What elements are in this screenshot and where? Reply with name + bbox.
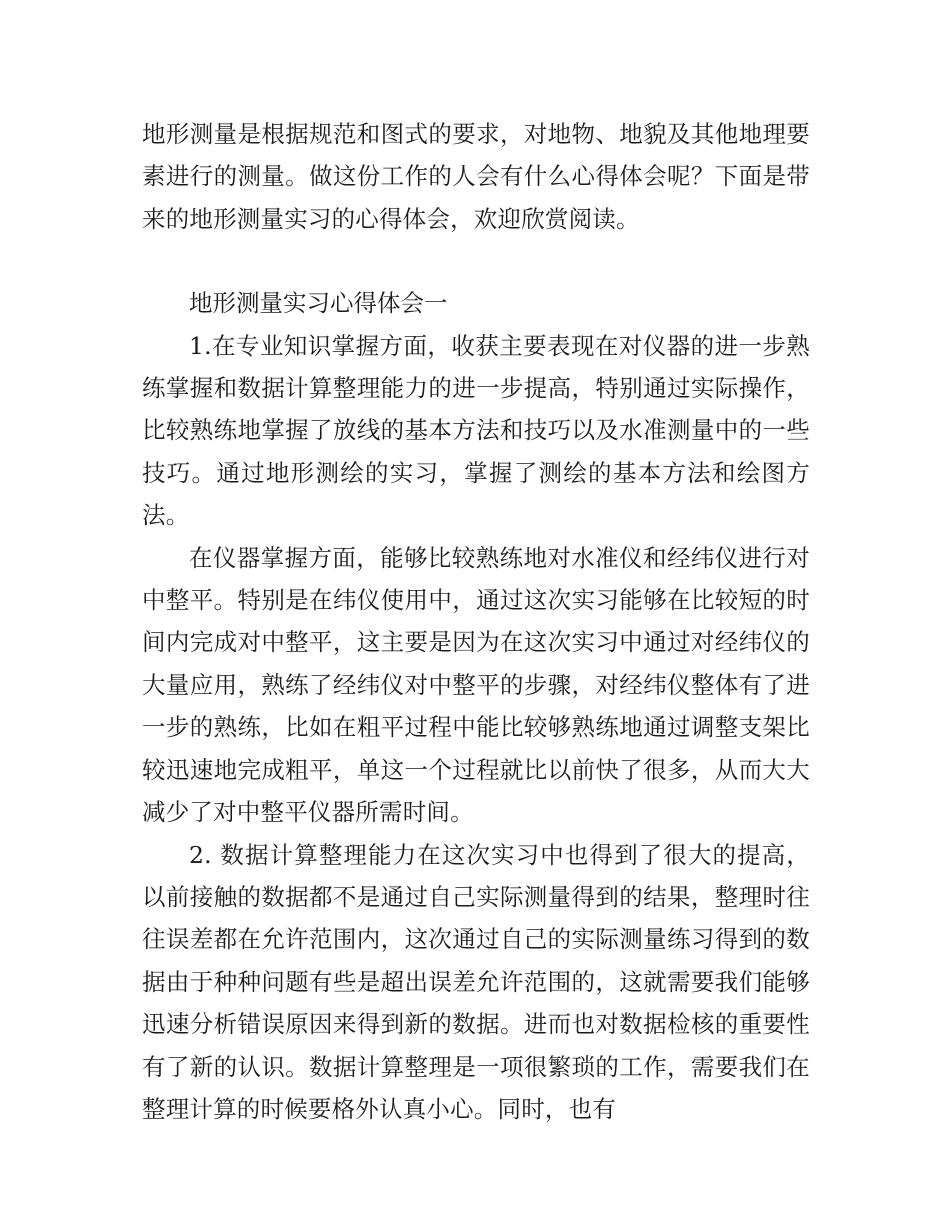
section-title: 地形测量实习心得体会一 bbox=[189, 289, 448, 318]
body-paragraph-3: 2. 数据计算整理能力在这次实习中也得到了很大的提高，以前接触的数据都不是通过自己实际测量得到的结果，整理时往往误差都在允许范围内，这次通过自己的实际测量练习得到的数据由于种种问题有些是超出误差允许范围的，这就需要我们能够迅速分析错误原因来得到新的数据。进而也对数据检核的重要性有了新的认识。数据计算整理是一项很繁琐的工作，需要我们在整理计算的时候要格外认真小心。同时，也有 bbox=[142, 840, 810, 1123]
body-paragraph-1: 1.在专业知识掌握方面，收获主要表现在对仪器的进一步熟练掌握和数据计算整理能力的进一步提高，特别通过实际操作，比较熟练地掌握了放线的基本方法和技巧以及水准测量中的一些技巧。通过地形测绘的实习，掌握了测绘的基本方法和绘图方法。 bbox=[142, 331, 810, 530]
document-page bbox=[142, 113, 810, 1130]
body-paragraph-2: 在仪器掌握方面，能够比较熟练地对水准仪和经纬仪进行对中整平。特别是在纬仪使用中，通过这次实习能够在比较短的时间内完成对中整平，这主要是因为在这次实习中通过对经纬仪的大量应用，熟练了经纬仪对中整平的步骤，对经纬仪整体有了进一步的熟练，比如在粗平过程中能比较够熟练地通过调整支架比较迅速地完成粗平，单这一个过程就比以前快了很多，从而大大减少了对中整平仪器所需时间。 bbox=[142, 543, 810, 827]
intro-paragraph: 地形测量是根据规范和图式的要求，对地物、地貌及其他地理要素进行的测量。做这份工作的人会有什么心得体会呢？下面是带来的地形测量实习的心得体会，欢迎欣赏阅读。 bbox=[142, 120, 810, 233]
